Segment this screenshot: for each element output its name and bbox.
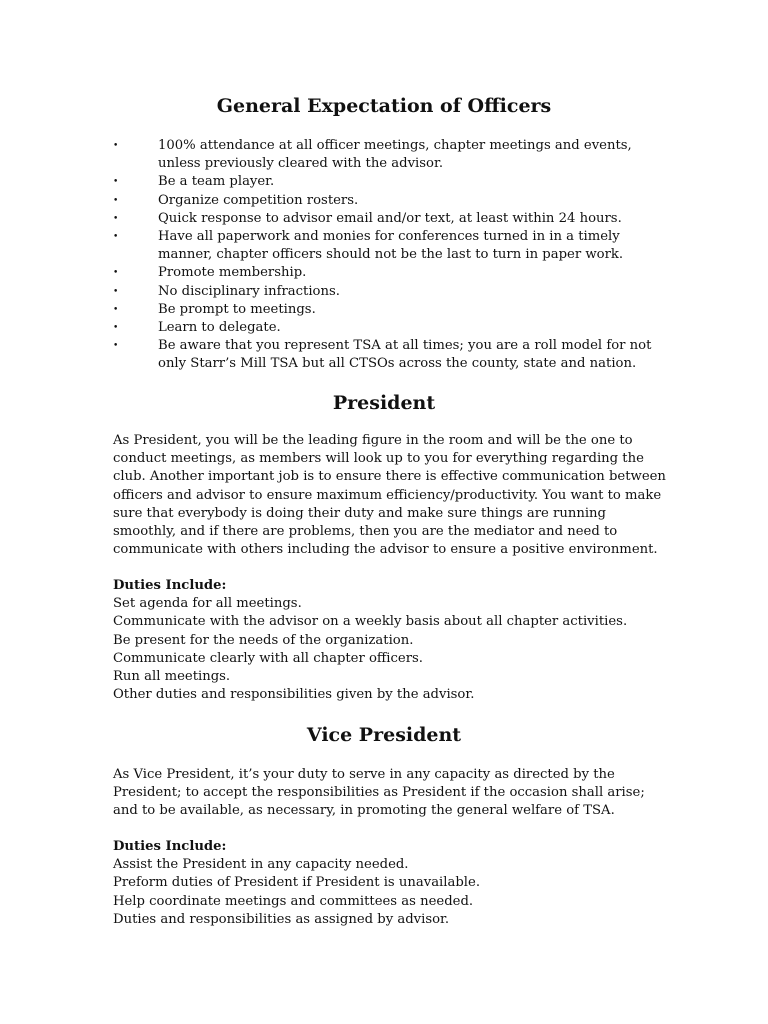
duty-item: Preform duties of President if President is unavailable. bbox=[113, 875, 481, 891]
vice-president-duties bbox=[113, 838, 673, 929]
duty-item: Run all meetings. bbox=[113, 669, 231, 685]
duty-item: Communicate with the advisor on a weekly basis about all chapter activities. bbox=[113, 614, 628, 630]
list-item bbox=[113, 337, 673, 373]
list-item bbox=[113, 210, 673, 228]
duty-item: Duties and responsibilities as assigned by advisor. bbox=[113, 911, 450, 927]
list-item-text: 100% attendance at all officer meetings, chapter meetings and events, unless previously cleared with the advisor. bbox=[158, 138, 632, 172]
list-item-text: Be a team player. bbox=[158, 174, 275, 190]
list-item-text: Be aware that you represent TSA at all times; you are a roll model for not only Starr’s Mill TSA but all CTSOs across the county, state and nation. bbox=[158, 338, 652, 372]
duty-item: Communicate clearly with all chapter officers. bbox=[113, 650, 423, 666]
president-duties bbox=[113, 577, 673, 704]
bullet-icon: • bbox=[113, 232, 119, 243]
bullet-icon: • bbox=[113, 177, 119, 188]
list-item bbox=[113, 228, 673, 264]
duty-item: Be present for the needs of the organization. bbox=[113, 632, 414, 648]
duty-item: Assist the President in any capacity needed. bbox=[113, 857, 409, 873]
vice-president-heading: Vice President bbox=[306, 724, 462, 746]
list-item bbox=[113, 319, 673, 337]
list-item-text: Quick response to advisor email and/or text, at least within 24 hours. bbox=[158, 210, 622, 226]
bullet-icon: • bbox=[113, 286, 119, 297]
list-item bbox=[113, 301, 673, 319]
list-item-text: Organize competition rosters. bbox=[158, 192, 359, 208]
duties-heading: Duties Include: bbox=[113, 839, 227, 854]
bullet-icon: • bbox=[113, 213, 119, 224]
duty-item: Set agenda for all meetings. bbox=[113, 596, 302, 612]
bullet-icon: • bbox=[113, 268, 119, 279]
bullet-icon: • bbox=[113, 341, 119, 352]
list-item bbox=[113, 192, 673, 210]
expectations-list bbox=[113, 137, 673, 374]
bullet-icon: • bbox=[113, 323, 119, 334]
duty-item: Other duties and responsibilities given by the advisor. bbox=[113, 687, 475, 703]
list-item bbox=[113, 173, 673, 191]
list-item-text: Promote membership. bbox=[158, 265, 307, 281]
duties-heading: Duties Include: bbox=[113, 578, 227, 593]
duty-item: Help coordinate meetings and committees as needed. bbox=[113, 893, 474, 909]
bullet-icon: • bbox=[113, 304, 119, 315]
list-item-text: Learn to delegate. bbox=[158, 320, 281, 336]
list-item bbox=[113, 264, 673, 282]
bullet-icon: • bbox=[113, 141, 119, 151]
list-item-text: Be prompt to meetings. bbox=[158, 301, 316, 317]
list-item bbox=[113, 283, 673, 301]
bullet-icon: • bbox=[113, 195, 119, 206]
list-item-text: Have all paperwork and monies for conferences turned in in a timely manner, chapter officers should not be the last to turn in paper work. bbox=[158, 229, 624, 263]
list-item-text: No disciplinary infractions. bbox=[158, 283, 340, 299]
president-heading: President bbox=[332, 392, 436, 414]
president-description: As President, you will be the leading figure in the room and will be the one to conduct meetings, as members will look up to you for everything regarding the club. Another important job is to ensure there is effective communication between officers and advisor to ensure maximum efficiency/productivity. You want to make sure that everybody is doing their duty and make sure things are running smoothly, and if there are problems, then you are the mediator and need to communicate with others including the advisor to ensure a positive environment. bbox=[113, 433, 666, 558]
list-item bbox=[113, 137, 673, 173]
vice-president-description: As Vice President, it’s your duty to serve in any capacity as directed by the President; to accept the responsibilities as President if the occasion shall arise; and to be available, as necessary, in promoting the general welfare of TSA. bbox=[113, 767, 645, 819]
page-title: General Expectation of Officers bbox=[216, 95, 552, 117]
